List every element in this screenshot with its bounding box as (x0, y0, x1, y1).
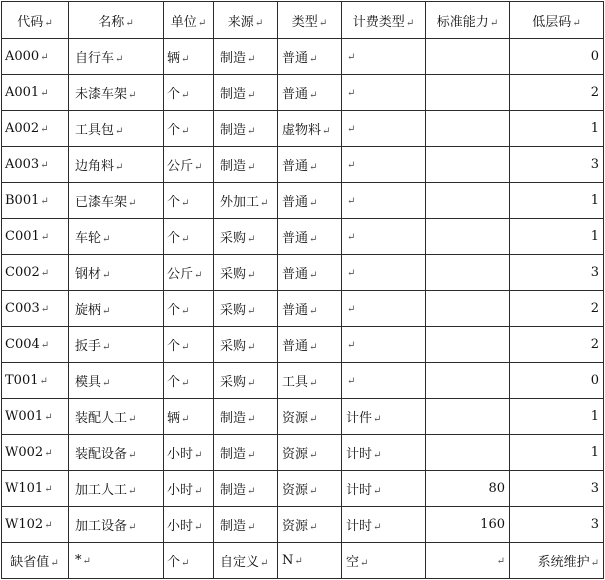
cell-name: 加工设备↵ (69, 507, 164, 543)
cell-type: 普通↵ (278, 39, 342, 75)
cell-type: 普通↵ (278, 183, 342, 219)
cell-source: 采购↵ (214, 291, 278, 327)
cell-name: 边角料↵ (69, 147, 164, 183)
cell-code: W002↵ (2, 435, 69, 471)
table-row (2, 39, 604, 75)
cell-capacity: 80 (426, 471, 510, 507)
cell-type: 普通↵ (278, 291, 342, 327)
table-row (2, 471, 604, 507)
header-code: 代码↵ (2, 2, 69, 39)
cell-fee-type: ↵ (342, 219, 426, 255)
cell-code: W001↵ (2, 399, 69, 435)
cell-name: 加工人工↵ (69, 471, 164, 507)
cell-name: 旋柄↵ (69, 291, 164, 327)
table-row (2, 291, 604, 327)
cell-fee-type: ↵ (342, 183, 426, 219)
cell-unit: 公斤↵ (164, 255, 214, 291)
table-body (2, 39, 604, 579)
header-capacity: 标准能力↵ (426, 2, 510, 39)
cell-code: A003↵ (2, 147, 69, 183)
cell-capacity: 160 (426, 507, 510, 543)
cell-name: 装配设备↵ (69, 435, 164, 471)
cell-low-level-code: 2 (510, 75, 604, 111)
cell-low-level-code: 0 (510, 39, 604, 75)
cell-low-level-code: 1 (510, 399, 604, 435)
cell-low-level-code: 1 (510, 183, 604, 219)
cell-capacity (426, 291, 510, 327)
cell-low-level-code: 3 (510, 255, 604, 291)
cell-capacity (426, 39, 510, 75)
cell-code: A001↵ (2, 75, 69, 111)
cell-capacity (426, 111, 510, 147)
cell-code: T001↵ (2, 363, 69, 399)
cell-low-level-code: 系统维护↵ (510, 543, 604, 579)
cell-unit: 个↵ (164, 219, 214, 255)
cell-low-level-code: 1 (510, 111, 604, 147)
cell-source: 采购↵ (214, 255, 278, 291)
cell-name: 未漆车架↵ (69, 75, 164, 111)
cell-unit: 小时↵ (164, 507, 214, 543)
cell-type: 工具↵ (278, 363, 342, 399)
cell-fee-type: ↵ (342, 111, 426, 147)
table-row (2, 111, 604, 147)
cell-fee-type: 空↵ (342, 543, 426, 579)
cell-unit: 小时↵ (164, 435, 214, 471)
header-low-level-code: 低层码↵ (510, 2, 604, 39)
cell-fee-type: ↵ (342, 255, 426, 291)
cell-code: A002↵ (2, 111, 69, 147)
cell-type: 普通↵ (278, 147, 342, 183)
cell-capacity (426, 219, 510, 255)
cell-low-level-code: 0 (510, 363, 604, 399)
cell-source: 外加工↵ (214, 183, 278, 219)
cell-fee-type: ↵ (342, 147, 426, 183)
cell-capacity (426, 147, 510, 183)
header-type: 类型↵ (278, 2, 342, 39)
cell-type: 资源↵ (278, 435, 342, 471)
cell-unit: 个↵ (164, 183, 214, 219)
cell-name: 工具包↵ (69, 111, 164, 147)
cell-code: W101↵ (2, 471, 69, 507)
cell-type: 资源↵ (278, 507, 342, 543)
cell-unit: 个↵ (164, 111, 214, 147)
cell-unit: 辆↵ (164, 399, 214, 435)
cell-unit: 个↵ (164, 327, 214, 363)
cell-source: 制造↵ (214, 147, 278, 183)
cell-low-level-code: 2 (510, 291, 604, 327)
cell-fee-type: 计时↵ (342, 507, 426, 543)
cell-low-level-code: 2 (510, 327, 604, 363)
cell-capacity (426, 399, 510, 435)
cell-fee-type: ↵ (342, 363, 426, 399)
cell-code: A000↵ (2, 39, 69, 75)
cell-name: 自行车↵ (69, 39, 164, 75)
cell-capacity (426, 255, 510, 291)
cell-unit: 个↵ (164, 543, 214, 579)
cell-name: 车轮↵ (69, 219, 164, 255)
header-unit: 单位↵ (164, 2, 214, 39)
cell-low-level-code: 1 (510, 219, 604, 255)
cell-type: 资源↵ (278, 399, 342, 435)
table-row (2, 75, 604, 111)
cell-capacity (426, 183, 510, 219)
cell-code: W102↵ (2, 507, 69, 543)
cell-source: 采购↵ (214, 363, 278, 399)
header-row (2, 2, 604, 39)
cell-capacity (426, 327, 510, 363)
cell-name: 扳手↵ (69, 327, 164, 363)
cell-low-level-code: 3 (510, 147, 604, 183)
cell-source: 采购↵ (214, 327, 278, 363)
cell-capacity (426, 363, 510, 399)
cell-fee-type: ↵ (342, 75, 426, 111)
cell-code: C004↵ (2, 327, 69, 363)
cell-type: 普通↵ (278, 255, 342, 291)
cell-source: 制造↵ (214, 507, 278, 543)
cell-type: 普通↵ (278, 219, 342, 255)
cell-source: 制造↵ (214, 471, 278, 507)
cell-source: 制造↵ (214, 39, 278, 75)
cell-code: C001↵ (2, 219, 69, 255)
cell-type: 普通↵ (278, 75, 342, 111)
cell-code: C003↵ (2, 291, 69, 327)
cell-name: *↵ (69, 543, 164, 579)
table-row (2, 507, 604, 543)
cell-fee-type: 计时↵ (342, 435, 426, 471)
cell-source: 制造↵ (214, 111, 278, 147)
table-row (2, 147, 604, 183)
cell-low-level-code: 3 (510, 471, 604, 507)
cell-type: N↵ (278, 543, 342, 579)
table-row (2, 435, 604, 471)
cell-capacity: ↵ (426, 543, 510, 579)
table-row (2, 327, 604, 363)
cell-unit: 小时↵ (164, 471, 214, 507)
cell-unit: 个↵ (164, 75, 214, 111)
cell-fee-type: ↵ (342, 291, 426, 327)
cell-low-level-code: 3 (510, 507, 604, 543)
cell-fee-type: ↵ (342, 39, 426, 75)
table-row (2, 363, 604, 399)
cell-unit: 个↵ (164, 291, 214, 327)
header-name: 名称↵ (69, 2, 164, 39)
cell-fee-type: ↵ (342, 327, 426, 363)
table-row (2, 399, 604, 435)
cell-name: 装配人工↵ (69, 399, 164, 435)
table-row (2, 183, 604, 219)
cell-fee-type: 计时↵ (342, 471, 426, 507)
table-row (2, 219, 604, 255)
cell-source: 制造↵ (214, 75, 278, 111)
cell-fee-type: 计件↵ (342, 399, 426, 435)
cell-source: 自定义↵ (214, 543, 278, 579)
cell-unit: 个↵ (164, 363, 214, 399)
cell-code: C002↵ (2, 255, 69, 291)
cell-low-level-code: 1 (510, 435, 604, 471)
cell-name: 模具↵ (69, 363, 164, 399)
cell-source: 制造↵ (214, 435, 278, 471)
cell-source: 制造↵ (214, 399, 278, 435)
cell-capacity (426, 75, 510, 111)
cell-type: 资源↵ (278, 471, 342, 507)
header-source: 来源↵ (214, 2, 278, 39)
cell-code: 缺省值↵ (2, 543, 69, 579)
default-value-row (2, 543, 604, 579)
cell-unit: 辆↵ (164, 39, 214, 75)
cell-type: 普通↵ (278, 327, 342, 363)
cell-name: 已漆车架↵ (69, 183, 164, 219)
cell-capacity (426, 435, 510, 471)
cell-type: 虚物料↵ (278, 111, 342, 147)
item-master-table (1, 1, 604, 579)
cell-name: 钢材↵ (69, 255, 164, 291)
header-fee-type: 计费类型↵ (342, 2, 426, 39)
cell-source: 采购↵ (214, 219, 278, 255)
cell-code: B001↵ (2, 183, 69, 219)
table-row (2, 255, 604, 291)
cell-unit: 公斤↵ (164, 147, 214, 183)
